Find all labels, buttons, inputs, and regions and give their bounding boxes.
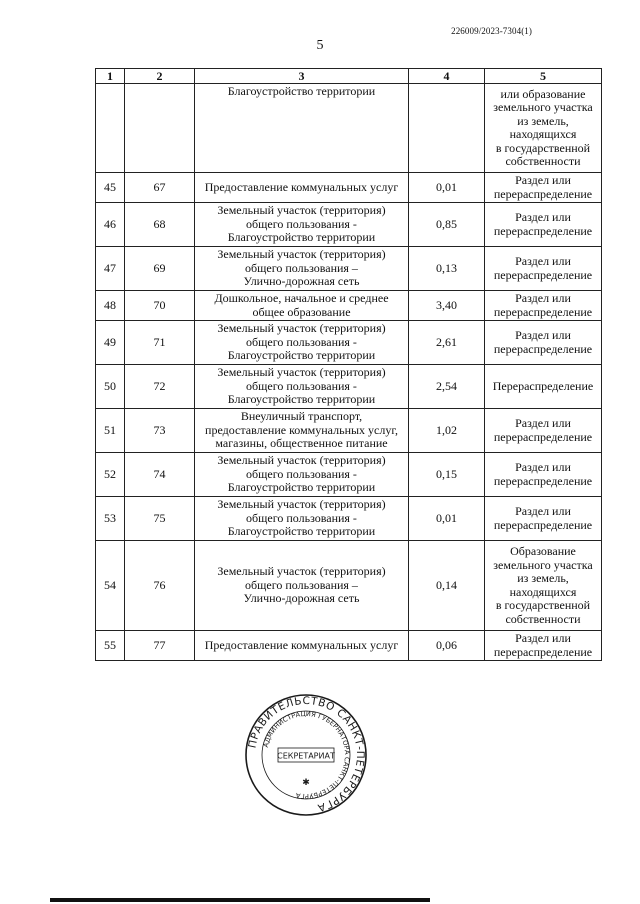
cell-use-type: Предоставление коммунальных услуг — [195, 173, 409, 203]
table-row — [96, 541, 602, 631]
cell-area: 0,15 — [409, 453, 485, 497]
seal-inner-text: АДМИНИСТРАЦИЯ ГУБЕРНАТОРА САНКТ-ПЕТЕРБУРГА — [261, 709, 352, 801]
cell-number: 46 — [96, 203, 125, 247]
cell-method: или образование земельного участка из земель, находящихся в государственной собственности — [485, 84, 602, 173]
cell-use-type: Дошкольное, начальное и среднее общее образование — [195, 291, 409, 321]
cell-plot-number: 69 — [125, 247, 195, 291]
table-row — [96, 321, 602, 365]
cell-method: Раздел или перераспределение — [485, 631, 602, 661]
cell-use-type: Земельный участок (территория) общего пользования – Улично-дорожная сеть — [195, 541, 409, 631]
cell-area: 3,40 — [409, 291, 485, 321]
cell-method: Раздел или перераспределение — [485, 453, 602, 497]
cell-area: 1,02 — [409, 409, 485, 453]
cell-number: 50 — [96, 365, 125, 409]
table-row — [96, 409, 602, 453]
table-header-row — [96, 69, 602, 84]
cell-plot-number: 76 — [125, 541, 195, 631]
cell-plot-number: 72 — [125, 365, 195, 409]
cell-use-type: Земельный участок (территория) общего пользования - Благоустройство территории — [195, 321, 409, 365]
cell-number: 45 — [96, 173, 125, 203]
cell-use-type: Земельный участок (территория) общего пользования - Благоустройство территории — [195, 365, 409, 409]
cell-plot-number: 73 — [125, 409, 195, 453]
cell-number — [96, 84, 125, 173]
column-header-5: 5 — [485, 69, 602, 84]
document-id: 226009/2023-7304(1) — [451, 26, 532, 36]
cell-plot-number: 75 — [125, 497, 195, 541]
table-row — [96, 203, 602, 247]
seal-outer-text: ПРАВИТЕЛЬСТВО САНКТ-ПЕТЕРБУРГА — [246, 694, 367, 814]
cell-number: 53 — [96, 497, 125, 541]
cell-area: 0,85 — [409, 203, 485, 247]
cell-plot-number: 77 — [125, 631, 195, 661]
table-row — [96, 453, 602, 497]
cell-number: 55 — [96, 631, 125, 661]
column-header-2: 2 — [125, 69, 195, 84]
cell-use-type: Благоустройство территории — [195, 84, 409, 173]
cell-method: Раздел или перераспределение — [485, 497, 602, 541]
cell-use-type: Предоставление коммунальных услуг — [195, 631, 409, 661]
cell-number: 54 — [96, 541, 125, 631]
cell-area: 0,01 — [409, 173, 485, 203]
secretariat-seal — [244, 693, 368, 817]
cell-area: 0,06 — [409, 631, 485, 661]
cell-method: Раздел или перераспределение — [485, 409, 602, 453]
cell-plot-number: 67 — [125, 173, 195, 203]
cell-area: 2,54 — [409, 365, 485, 409]
seal-center-label: СЕКРЕТАРИАТ — [277, 751, 335, 761]
cell-plot-number — [125, 84, 195, 173]
cell-use-type: Земельный участок (территория) общего пользования - Благоустройство территории — [195, 453, 409, 497]
table-row — [96, 173, 602, 203]
cell-plot-number: 68 — [125, 203, 195, 247]
cell-method: Перераспределение — [485, 365, 602, 409]
cell-number: 48 — [96, 291, 125, 321]
cell-use-type: Внеуличный транспорт, предоставление коммунальных услуг, магазины, общественное питание — [195, 409, 409, 453]
cell-number: 52 — [96, 453, 125, 497]
column-header-3: 3 — [195, 69, 409, 84]
column-header-4: 4 — [409, 69, 485, 84]
table-row — [96, 365, 602, 409]
cell-method: Раздел или перераспределение — [485, 173, 602, 203]
cell-number: 47 — [96, 247, 125, 291]
cell-area: 0,14 — [409, 541, 485, 631]
cell-use-type: Земельный участок (территория) общего пользования - Благоустройство территории — [195, 497, 409, 541]
cell-plot-number: 70 — [125, 291, 195, 321]
cell-area: 2,61 — [409, 321, 485, 365]
table-row-continuation — [96, 84, 602, 173]
footer-rule — [50, 898, 430, 902]
table-row — [96, 291, 602, 321]
cell-number: 51 — [96, 409, 125, 453]
cell-area: 0,01 — [409, 497, 485, 541]
cell-method: Образование земельного участка из земель, находящихся в государственной собственности — [485, 541, 602, 631]
cell-number: 49 — [96, 321, 125, 365]
cell-method: Раздел или перераспределение — [485, 203, 602, 247]
cell-area — [409, 84, 485, 173]
cell-plot-number: 71 — [125, 321, 195, 365]
cell-method: Раздел или перераспределение — [485, 291, 602, 321]
cell-method: Раздел или перераспределение — [485, 247, 602, 291]
cell-method: Раздел или перераспределение — [485, 321, 602, 365]
cell-plot-number: 74 — [125, 453, 195, 497]
table-row — [96, 631, 602, 661]
cell-use-type: Земельный участок (территория) общего пользования – Улично-дорожная сеть — [195, 247, 409, 291]
land-plots-table — [95, 68, 602, 661]
column-header-1: 1 — [96, 69, 125, 84]
table-row — [96, 497, 602, 541]
page-number: 5 — [316, 38, 324, 53]
seal-star-icon: ✱ — [302, 778, 310, 788]
cell-area: 0,13 — [409, 247, 485, 291]
table-row — [96, 247, 602, 291]
cell-use-type: Земельный участок (территория) общего пользования - Благоустройство территории — [195, 203, 409, 247]
